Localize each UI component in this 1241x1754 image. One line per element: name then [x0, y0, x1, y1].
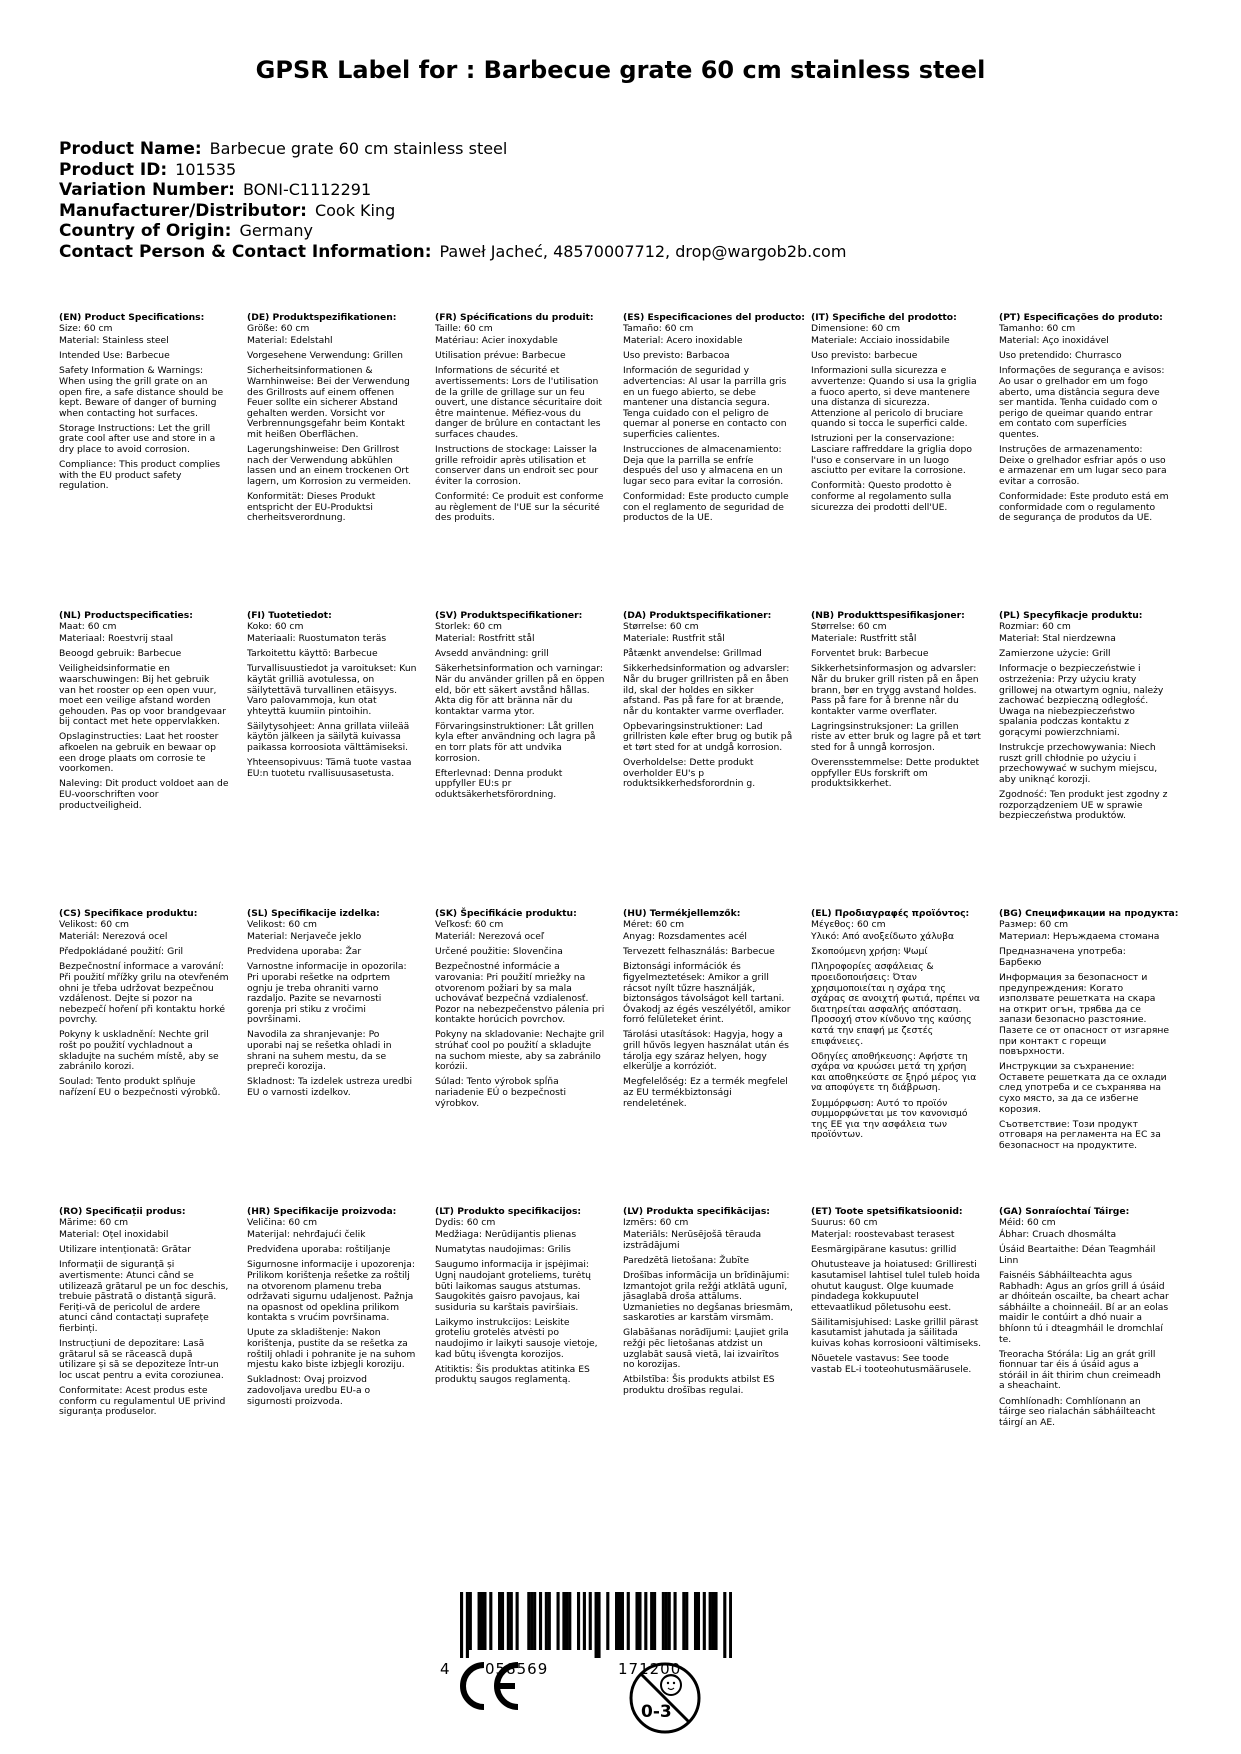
barcode-bar — [627, 1592, 630, 1650]
spec-block — [811, 1207, 981, 1380]
spec-line: Koko: 60 cm — [247, 620, 304, 632]
spec-line: Størrelse: 60 cm — [623, 620, 699, 632]
spec-heading: (DE) Produktspezifikationen: — [247, 312, 397, 323]
age-warning-0-3-icon — [628, 1661, 702, 1735]
spec-line: Tarkoitettu käyttö: Barbecue — [247, 648, 378, 660]
info-row — [59, 242, 846, 263]
spec-line: Conformité: Ce produit est conforme au règlement de l'UE sur la sécurité des produits. — [435, 490, 604, 524]
spec-block — [623, 909, 793, 1114]
spec-line: Säilytysohjeet: Anna grillata viileää käytön jälkeen ja säilytä kuivassa paikassa korroosiota välttämiseksi. — [247, 720, 410, 754]
info-value: BONI-C1112291 — [242, 180, 372, 199]
spec-line: Faisnéis Sábháilteachta agus Rabhadh: Agus an gríos grill á úsáid ar dhóiteán oscailte, ba cheart achar sábháilte a choinneáil. Bí ar an eolas maidir le contúirt a dhó nuair a bhíonn tú i dteagmháil le dromchlaí te. — [999, 1269, 1169, 1345]
spec-line: Material: Edelstahl — [247, 335, 333, 347]
spec-line: Rozmiar: 60 cm — [999, 620, 1071, 632]
spec-line: Informações de segurança e avisos: Ao usar o grelhador em um fogo aberto, uma distância segura deve ser mantida. Tenha cuidado com o perigo de queimar quando entrar em contato com superfícies quentes. — [999, 365, 1165, 440]
spec-line: Съответствие: Този продукт отговаря на регламента на ЕС за безопасност на продуктите. — [999, 1118, 1161, 1151]
barcode-bar — [501, 1592, 504, 1650]
spec-line: Beoogd gebruik: Barbecue — [59, 648, 182, 660]
barcode-bar — [483, 1592, 486, 1650]
barcode-bar — [597, 1592, 600, 1658]
spec-line: Turvallisuustiedot ja varoitukset: Kun käytät grilliä avotulessa, on säilytettävä turvallinen etäisyys. Varo palovammoja, kun otat yhteyttä kuumiin pintoihin. — [247, 663, 417, 717]
spec-line: Tervezett felhasználás: Barbecue — [623, 946, 775, 958]
spec-line: Ábhar: Cruach dhosmálta — [999, 1229, 1117, 1241]
barcode-bar — [682, 1592, 685, 1650]
spec-line: Compliance: This product complies with the EU product safety regulation. — [59, 459, 221, 492]
info-row — [59, 139, 846, 160]
spec-line: Uso previsto: Barbacoa — [623, 350, 730, 362]
spec-line: Materiāls: Nerūsējošā tērauda izstrādājumi — [623, 1229, 762, 1251]
spec-line: Materiale: Rustfritt stål — [811, 633, 917, 645]
spec-line: Σκοπούμενη χρήση: Ψωμί — [811, 946, 928, 958]
spec-line: Pokyny na skladovanie: Nechajte gril strúhať cool po použití a skladujte na suchom mieste, aby sa zabránilo korózii. — [435, 1029, 605, 1073]
spec-line: Numatytas naudojimas: Grilis — [435, 1244, 571, 1256]
spec-line: Anyag: Rozsdamentes acél — [623, 931, 747, 943]
spec-line: Sukladnost: Ovaj proizvod zadovoljava uredbu EU-a o sigurnosti proizvoda. — [247, 1374, 371, 1407]
spec-line: Förvaringsinstruktioner: Låt grillen kyla efter användning och lagra på en torr plats för att undvika korrosion. — [435, 720, 596, 764]
barcode-bar — [674, 1592, 677, 1650]
spec-block — [623, 1207, 793, 1401]
spec-line: Tamanho: 60 cm — [999, 322, 1076, 334]
spec-line: Größe: 60 cm — [247, 322, 310, 334]
spec-line: Overholdelse: Dette produkt overholder EU's p roduktsikkerhedsforordnin g. — [623, 757, 756, 790]
spec-line: Naleving: Dit product voldoet aan de EU-voorschriften voor productveiligheid. — [59, 778, 229, 811]
barcode-bar — [480, 1592, 483, 1650]
spec-line: Conformità: Questo prodotto è conforme al regolamento sulla sicurezza dei prodotti dell'UE. — [811, 480, 952, 513]
barcode-bar — [557, 1592, 560, 1650]
spec-line: Méid: 60 cm — [999, 1216, 1056, 1228]
spec-line: Sikkerhetsinformasjon og advarsler: Når du bruker grill risten på en åpen brann, bør en trygg avstand holdes. Pass på fare for å brenne når du kontakter varme overflater. — [811, 663, 979, 717]
spec-heading: (CS) Specifikace produktu: — [59, 908, 198, 919]
info-value: Barbecue grate 60 cm stainless steel — [209, 139, 508, 158]
spec-line: Materiál: Nerezová oceľ — [435, 931, 545, 943]
barcode-bar — [533, 1592, 536, 1650]
spec-line: Zamierzone użycie: Grill — [999, 648, 1111, 660]
barcode-bar — [694, 1592, 697, 1650]
spec-line: Instructions de stockage: Laisser la grille refroidir après utilisation et conserver dans un endroit sec pour éviter la corrosion. — [435, 444, 599, 487]
spec-line: Materjal: roostevabast terasest — [811, 1229, 955, 1241]
spec-line: Utilisation prévue: Barbecue — [435, 350, 566, 362]
spec-line: Lagringsinstruksjoner: La grillen riste av etter bruk og lagre på et tørt sted for å unngå korrosjon. — [811, 720, 981, 754]
spec-line: Material: Rostfritt stål — [435, 633, 535, 645]
spec-line: Materiaali: Ruostumaton teräs — [247, 633, 387, 645]
info-value: Paweł Jacheć, 48570007712, drop@wargob2b.com — [439, 241, 847, 261]
barcode-bar — [510, 1592, 513, 1650]
spec-line: Predviđena uporaba: roštiljanje — [247, 1244, 391, 1256]
barcode-bar — [583, 1592, 586, 1650]
spec-line: Eesmärgipärane kasutus: grillid — [811, 1244, 957, 1256]
spec-line: Material: Stainless steel — [59, 335, 169, 347]
spec-line: Istruzioni per la conservazione: Lasciare raffreddare la griglia dopo l'uso e conservare in un luogo asciutto per evitare la corrosione. — [811, 433, 972, 477]
barcode-bar — [548, 1592, 551, 1650]
barcode-right-group: 171200 — [618, 1660, 682, 1678]
barcode-bar — [530, 1592, 533, 1650]
spec-line: Инструкции за съхранение: Оставете решетката да се охлади след употреба и се съхранява на сухо място, за да се избегне корозия. — [999, 1061, 1167, 1115]
spec-block — [623, 312, 805, 528]
spec-line: Atitiktis: Šis produktas atitinka ES produktų saugos reglamentą. — [435, 1363, 590, 1386]
spec-line: Upute za skladištenje: Nakon korištenja, pustite da se rešetka za roštilj ohladi i pohranite je na suhom mjestu kako biste izbjegli koroziju. — [247, 1327, 416, 1371]
spec-line: Glabāšanas norādījumi: Ļaujiet grila režģi pēc lietošanas atdzist un uzglabāt sausā vietā, lai izvairītos no korozijas. — [623, 1327, 789, 1371]
spec-line: Atbilstība: Šis produkts atbilst ES produktu drošības regulai. — [623, 1374, 775, 1396]
spec-line: Konformität: Dieses Produkt entspricht der EU-Produktsi cherheitsverordnung. — [247, 490, 376, 524]
barcode-bar — [697, 1592, 700, 1650]
spec-line: Предназначена употреба: Барбекю — [999, 946, 1126, 968]
spec-line: Nõuetele vastavus: See toode vastab EL-i tooteohutusmäärusele. — [811, 1353, 972, 1375]
spec-line: Bezpečnostné informácie a varovania: Pri použití mriežky na otvorenom požiari by sa mala uchovávať bezpečná vzdialenosť. Pozor na nebezpečenstvo pálenia pri kontakte horúcich povrchov. — [435, 961, 605, 1026]
spec-heading: (BG) Спецификации на продукта: — [999, 908, 1179, 919]
barcode-bar — [615, 1592, 618, 1650]
spec-line: Forventet bruk: Barbecue — [811, 648, 929, 660]
spec-line: Veľkosť: 60 cm — [435, 918, 504, 930]
spec-line: Méret: 60 cm — [623, 918, 685, 930]
spec-line: Mărime: 60 cm — [59, 1216, 129, 1228]
spec-block — [435, 1207, 605, 1390]
spec-line: Información de seguridad y advertencias: Al usar la parrilla gris en un fuego abierto, se debe mantener una distancia segura. Tenga cuidado con el peligro de quemar al ponerse en contacto con superficies calientes. — [623, 365, 787, 440]
spec-line: Πληροφορίες ασφάλειας & προειδοποιήσεις: Όταν χρησιμοποιείται η σχάρα της σχάρας σε ανοιχτή φωτιά, πρέπει να διατηρείται ασφαλής απόσταση. Προσοχή στον κίνδυνο της καύσης κατά την επαφή με ζεστές επιφάνειες. — [811, 961, 980, 1047]
spec-line: Treoracha Stórála: Lig an grát grill fionnuar tar éis á úsáid agus a stóráil in áit thirim chun creimeadh a sheachaint. — [999, 1348, 1161, 1392]
barcode-bar — [712, 1592, 715, 1650]
spec-block — [811, 909, 981, 1145]
spec-line: Информация за безопасност и предупреждения: Когато използвате решетката на скара на открит огън, трябва да се запази безопасно разстояние. Пазете се от опасност от изгаряне при контакт с горещи повърхности. — [999, 971, 1170, 1058]
spec-block — [59, 1207, 229, 1422]
spec-line: Overensstemmelse: Dette produktet oppfyller EUs forskrift om produktsikkerhet. — [811, 757, 980, 790]
info-label: Manufacturer/Distributor: — [59, 200, 307, 221]
spec-line: Informații de siguranță și avertismente: Atunci când se utilizează grătarul pe un foc deschis, trebuie păstrată o distanță sigură. Feriți-vă de pericolul de ardere atunci când contactați suprafețe fierbinți. — [59, 1259, 229, 1334]
barcode-bar — [653, 1592, 656, 1650]
spec-line: Velikost: 60 cm — [59, 918, 129, 930]
spec-line: Storage Instructions: Let the grill grate cool after use and store in a dry place to avoid corrosion. — [59, 422, 216, 456]
spec-line: Paredzētā lietošana: Žubīte — [623, 1254, 750, 1266]
spec-line: Material: Aço inoxidável — [999, 335, 1109, 347]
barcode-bar — [729, 1592, 732, 1658]
spec-line: Dydis: 60 cm — [435, 1216, 496, 1228]
spec-line: Soulad: Tento produkt splňuje nařízení EU o bezpečnosti výrobků. — [59, 1076, 221, 1098]
barcode-bar — [703, 1592, 706, 1650]
spec-block — [811, 313, 981, 518]
spec-line: Lagerungshinweise: Den Grillrost nach der Verwendung abkühlen lassen und an einem trockenen Ort lagern, um Korrosion zu vermeiden. — [247, 444, 411, 487]
spec-heading: (GA) Sonraíochtaí Táirge: — [999, 1206, 1130, 1217]
info-row — [59, 201, 846, 222]
spec-line: Bezpečnostní informace a varování: Při použití mřížky grilu na otevřeném ohni je třeba udržovat bezpečnou vzdálenost. Dejte si pozor na nebezpečí hoření při kontaktu horké povrchy. — [59, 961, 229, 1026]
spec-heading: (SK) Špecifikácie produktu: — [435, 908, 577, 919]
svg-text:0-3: 0-3 — [641, 1702, 672, 1722]
spec-line: Opbevaringsinstruktioner: Lad grillristen køle efter brug og butik på et tørt sted for at undgå korrosion. — [623, 720, 793, 754]
spec-heading: (HU) Termékjellemzők: — [623, 908, 741, 919]
spec-line: Efterlevnad: Denna produkt uppfyller EU:s pr oduktsäkerhetsförordning. — [435, 767, 563, 800]
spec-line: Drošības informācija un brīdinājumi: Izmantojot grila režģi atklātā ugunī, jāsaglabā droša attālums. Uzmanieties no degšanas briesmām, saskaroties ar karstām virsmām. — [623, 1269, 793, 1324]
spec-line: Sicherheitsinformationen & Warnhinweise: Bei der Verwendung des Grillrosts auf einem offenen Feuer sollte ein sicherer Abstand gehalten werden. Vorsicht vor Verbrennungsgefahr beim Kontakt mit heißen Oberflächen. — [247, 365, 410, 440]
barcode-bar — [469, 1592, 472, 1650]
spec-line: Avsedd användning: grill — [435, 648, 549, 660]
info-value: 101535 — [175, 159, 237, 179]
spec-line: Saugumo informacija ir įspėjimai: Ugnį naudojant groteliems, turėtų būti laikomas saugus atstumas. Saugokitės gaisro pavojaus, kai susiduria su karštais paviršiais. — [435, 1259, 592, 1313]
spec-line: Υλικό: Από ανοξείδωτο χάλυβα — [811, 931, 954, 943]
spec-line: Súlad: Tento výrobok spĺňa nariadenie EÚ o bezpečnosti výrobkov. — [435, 1076, 567, 1109]
barcode-bar — [466, 1592, 469, 1658]
ce-mark-icon — [455, 1661, 521, 1711]
spec-line: Materiale: Rustfrit stål — [623, 633, 725, 645]
spec-line: Materiál: Nerezová ocel — [59, 931, 168, 943]
barcode-bar — [527, 1592, 530, 1650]
info-label: Country of Origin: — [59, 221, 232, 241]
barcode-left-group: 058569 — [485, 1660, 549, 1678]
spec-line: Suurus: 60 cm — [811, 1216, 878, 1228]
spec-line: Safety Information & Warnings: When using the grill grate on an open fire, a safe distance should be kept. Beware of danger of burning when contacting hot surfaces. — [59, 365, 224, 419]
spec-line: Instrukcje przechowywania: Niech ruszt grill chłodnie po użyciu i przechowywać w suchym miejscu, aby uniknąć korozji. — [999, 742, 1158, 785]
spec-line: Tamaño: 60 cm — [623, 322, 694, 334]
barcode-bar — [621, 1592, 624, 1650]
barcode-bar — [723, 1592, 726, 1658]
spec-line: Size: 60 cm — [59, 322, 113, 334]
spec-line: Predvidena uporaba: Žar — [247, 946, 362, 958]
spec-line: Uso pretendido: Churrasco — [999, 350, 1122, 362]
spec-line: Úsáid Beartaithe: Déan Teagmháil Linn — [999, 1244, 1156, 1266]
spec-heading: (LV) Produkta specifikācijas: — [623, 1206, 770, 1217]
barcode-bar — [507, 1592, 510, 1650]
spec-heading: (LT) Produkto specifikacijos: — [435, 1206, 582, 1217]
barcode-bar — [665, 1592, 668, 1650]
info-row — [59, 160, 846, 181]
barcode-bar — [668, 1592, 671, 1650]
spec-heading: (SV) Produktspecifikationer: — [435, 610, 583, 621]
spec-block — [999, 1207, 1169, 1433]
spec-block — [59, 611, 229, 816]
barcode-bar — [498, 1592, 501, 1650]
spec-line: Påtænkt anvendelse: Grillmad — [623, 648, 762, 660]
spec-line: Материал: Неръждаема стомана — [999, 931, 1160, 943]
spec-block — [999, 611, 1169, 826]
spec-block — [59, 909, 229, 1103]
spec-block — [623, 611, 793, 794]
spec-line: Conformidade: Este produto está em conformidade com o regulamento de segurança de produtos da UE. — [999, 490, 1169, 524]
spec-heading: (PT) Especificações do produto: — [999, 312, 1163, 323]
info-label: Contact Person & Contact Information: — [59, 241, 432, 262]
spec-heading: (NB) Produkttspesifikasjoner: — [811, 610, 965, 621]
barcode-bar — [577, 1592, 580, 1650]
spec-line: Navodila za shranjevanje: Po uporabi naj se rešetka ohladi in shrani na suhem mestu, da se prepreči korozija. — [247, 1029, 392, 1073]
spec-line: Matériau: Acier inoxydable — [435, 335, 558, 347]
spec-line: Comhlíonadh: Comhlíonann an táirge seo rialachán sábháilteacht táirgí an AE. — [999, 1395, 1156, 1428]
spec-heading: (DA) Produktspecifikationer: — [623, 610, 772, 621]
spec-block — [811, 611, 981, 794]
spec-block — [59, 313, 229, 496]
spec-line: Μέγεθος: 60 cm — [811, 918, 886, 930]
barcode-bar — [562, 1592, 565, 1650]
spec-line: Zgodność: Ten produkt jest zgodny z rozporządzeniem UE w sprawie bezpieczeństwa produktów. — [999, 788, 1168, 822]
spec-line: Veličina: 60 cm — [247, 1216, 318, 1228]
spec-line: Instrucciones de almacenamiento: Deja que la parrilla se enfríe después del uso y almacena en un lugar seco para evitar la corrosión. — [623, 444, 784, 487]
spec-block — [999, 313, 1169, 528]
info-value: Germany — [239, 221, 313, 240]
spec-line: Material: Nerjaveče jeklo — [247, 931, 362, 943]
spec-heading: (EL) Προδιαγραφές προϊόντος: — [811, 908, 970, 919]
spec-line: Vorgesehene Verwendung: Grillen — [247, 350, 403, 362]
spec-line: Dimensione: 60 cm — [811, 322, 901, 334]
spec-line: Informacje o bezpieczeństwie i ostrzeżenia: Przy użyciu kraty grillowej na otwartym ogniu, należy zachować bezpieczną odległość. Uwaga na niebezpieczeństwo spalania podczas kontaktu z gorącymi powierzchniami. — [999, 663, 1164, 738]
barcode-bar — [606, 1592, 609, 1650]
barcode-bar — [589, 1592, 592, 1650]
spec-line: Tárolási utasítások: Hagyja, hogy a grill hűvös legyen használat után és tárolja egy száraz helyen, hogy elkerülje a korróziót. — [623, 1029, 789, 1073]
info-row — [59, 221, 846, 242]
spec-line: Informazioni sulla sicurezza e avvertenze: Quando si usa la griglia a fuoco aperto, si deve mantenere una distanza di sicurezza. Attenzione al pericolo di bruciare quando si tocca le superfici calde. — [811, 365, 977, 430]
spec-block — [435, 611, 605, 805]
spec-block — [999, 908, 1179, 1156]
barcode-bars — [460, 1592, 732, 1658]
spec-line: Velikost: 60 cm — [247, 918, 317, 930]
spec-block — [247, 909, 417, 1103]
spec-line: Megfelelőség: Ez a termék megfelel az EU termékbiztonsági rendeletének. — [623, 1076, 788, 1109]
spec-block — [247, 313, 417, 528]
spec-heading: (ES) Especificaciones del producto: — [623, 312, 805, 323]
barcode-bar — [460, 1592, 463, 1658]
spec-block — [435, 313, 605, 528]
spec-line: Material: Oțel inoxidabil — [59, 1229, 169, 1241]
spec-block — [247, 1207, 417, 1412]
barcode-bar — [489, 1592, 492, 1650]
barcode-bar — [539, 1592, 542, 1650]
barcode-bar — [516, 1592, 519, 1650]
barcode-bar — [685, 1592, 688, 1650]
spec-line: Material: Acero inoxidable — [623, 335, 743, 347]
spec-line: Materiaal: Roestvrij staal — [59, 633, 174, 645]
product-info — [59, 139, 846, 262]
spec-line: Säilitamisjuhised: Laske grillil pärast kasutamist jahutada ja säilitada kuivas kohas korrosiooni vältimiseks. — [811, 1316, 982, 1350]
barcode-bar — [635, 1592, 638, 1650]
spec-line: Materiał: Stal nierdzewna — [999, 633, 1116, 645]
spec-heading: (HR) Specifikacije proizvoda: — [247, 1206, 397, 1217]
spec-block — [435, 909, 605, 1114]
spec-heading: (FI) Tuotetiedot: — [247, 610, 332, 621]
barcode-bar — [595, 1592, 598, 1658]
spec-line: Varnostne informacije in opozorila: Pri uporabi rešetke na odprtem ognju je treba ohraniti varno razdaljo. Pazite se nevarnosti gorenja pri stiku z vročimi površinami. — [247, 961, 407, 1026]
spec-line: Skladnost: Ta izdelek ustreza uredbi EU o varnosti izdelkov. — [247, 1076, 413, 1098]
info-label: Variation Number: — [59, 180, 235, 200]
barcode-bar — [545, 1592, 548, 1650]
barcode-bar — [638, 1592, 641, 1650]
spec-line: Pokyny k uskladnění: Nechte gril rošt po použití vychladnout a skladujte na suchém místě, aby se zabránilo korozi. — [59, 1029, 219, 1073]
barcode-bar — [644, 1592, 647, 1650]
spec-line: Οδηγίες αποθήκευσης: Αφήστε τη σχάρα να κρυώσει μετά τη χρήση και αποθηκεύστε σε ξηρό μέρος για να αποφύγετε τη διάβρωση. — [811, 1050, 977, 1094]
spec-line: Sigurnosne informacije i upozorenja: Prilikom korištenja rešetke za roštilj na otvorenom plamenu treba održavati sigurnu udaljenost. Pažnja na opasnost od opeklina prilikom kontakta s vrućim površinama. — [247, 1259, 415, 1324]
barcode-first-digit: 4 — [440, 1660, 450, 1678]
spec-line: Utilizare intenționată: Grătar — [59, 1244, 192, 1256]
spec-line: Ohutusteave ja hoiatused: Grilliresti kasutamisel lahtisel tulel tuleb hoida ohutut kaugust. Olge kuumade pindadega kokkupuutel ettevaatlikud põletusohu eest. — [811, 1259, 981, 1313]
info-label: Product ID: — [59, 159, 168, 180]
spec-heading: (ET) Toote spetsifikatsioonid: — [811, 1206, 963, 1217]
info-label: Product Name: — [59, 139, 202, 159]
spec-block — [247, 611, 417, 784]
spec-line: Yhteensopivuus: Tämä tuote vastaa EU:n tuotetu rvallisuusasetusta. — [247, 757, 412, 779]
spec-line: Taille: 60 cm — [435, 322, 493, 334]
spec-heading: (FR) Spécifications du produit: — [435, 312, 594, 323]
barcode-bar — [618, 1592, 621, 1650]
barcode-bar — [478, 1592, 481, 1650]
spec-line: Συμμόρφωση: Αυτό το προϊόν συμμορφώνεται με τον κανονισμό της ΕΕ για την ασφάλεια των προϊόντων. — [811, 1097, 968, 1141]
spec-line: Medžiaga: Nerūdijantis plienas — [435, 1229, 577, 1241]
spec-line: Storlek: 60 cm — [435, 620, 502, 632]
barcode-bar — [565, 1592, 568, 1650]
spec-line: Biztonsági információk és figyelmeztetések: Amikor a grill rácsot nyílt tűzre használják, biztonságos távolságot kell tartani. Óvakodj az égés veszélyétől, amikor forró felületeket érint. — [623, 961, 791, 1026]
spec-heading: (EN) Product Specifications: — [59, 312, 205, 323]
spec-line: Conformitate: Acest produs este conform cu regulamentul UE privind siguranța produselor. — [59, 1384, 226, 1418]
spec-heading: (SL) Specifikacije izdelka: — [247, 908, 380, 919]
spec-line: Opslaginstructies: Laat het rooster afkoelen na gebruik en bewaar op een droge plaats om corrosie te voorkomen. — [59, 731, 219, 775]
spec-heading: (IT) Specifiche del prodotto: — [811, 312, 957, 323]
spec-line: Conformidad: Este producto cumple con el reglamento de seguridad de productos de la UE. — [623, 490, 789, 524]
spec-line: Размер: 60 cm — [999, 918, 1069, 930]
spec-line: Veiligheidsinformatie en waarschuwingen: Bij het gebruik van het rooster op een open vuur, moet een veilige afstand worden gehouden. Pas op voor brandgevaar bij contact met hete oppervlakken. — [59, 663, 226, 728]
info-row — [59, 180, 846, 201]
spec-line: Materijal: nehrđajući čelik — [247, 1229, 366, 1241]
barcode-bar — [650, 1592, 653, 1650]
info-value: Cook King — [314, 200, 396, 220]
spec-line: Uso previsto: barbecue — [811, 350, 918, 362]
barcode-bar — [709, 1592, 712, 1650]
spec-line: Størrelse: 60 cm — [811, 620, 887, 632]
spec-line: Předpokládané použití: Gril — [59, 946, 184, 958]
spec-line: Instruções de armazenamento: Deixe o grelhador esfriar após o uso e armazenar em um lugar seco para evitar a corrosão. — [999, 444, 1167, 487]
barcode-bar — [662, 1592, 665, 1650]
spec-line: Säkerhetsinformation och varningar: När du använder grillen på en öppen eld, bör ett säkert avstånd hållas. Akta dig för att bränna när du kontaktar varma ytor. — [435, 663, 605, 717]
spec-line: Určené použitie: Slovenčina — [435, 946, 563, 958]
spec-line: Maat: 60 cm — [59, 620, 117, 632]
spec-line: Instrucțiuni de depozitare: Lasă grătarul să se răcească după utilizare și să se depoziteze într-un loc uscat pentru a evita coroziunea. — [59, 1338, 224, 1381]
spec-heading: (RO) Specificații produs: — [59, 1206, 186, 1217]
page-title: GPSR Label for : Barbecue grate 60 cm stainless steel — [255, 56, 986, 84]
spec-line: Materiale: Acciaio inossidabile — [811, 335, 950, 347]
spec-line: Intended Use: Barbecue — [59, 350, 170, 362]
spec-line: Izmērs: 60 cm — [623, 1216, 689, 1228]
spec-line: Sikkerhedsinformation og advarsler: Når du bruger grillristen på en åben ild, skal der holdes en sikker afstand. Pas på fare for at brænde, når du kontakter varme overflader. — [623, 663, 790, 717]
spec-line: Laikymo instrukcijos: Leiskite groteliu grotelės atvėsti po naudojimo ir laikyti sausoje vietoje, kad būtų išvengta korozijos. — [435, 1316, 598, 1360]
spec-heading: (NL) Productspecificaties: — [59, 610, 193, 621]
barcode-bar — [714, 1592, 717, 1650]
spec-heading: (PL) Specyfikacje produktu: — [999, 610, 1143, 621]
barcode-bar — [568, 1592, 571, 1650]
spec-line: Informations de sécurité et avertissements: Lors de l'utilisation de la grille de grillage sur un feu ouvert, une distance sécuritaire doit être maintenue. Méfiez-vous du danger de brûlure en contactant les surfaces chaudes. — [435, 365, 603, 440]
